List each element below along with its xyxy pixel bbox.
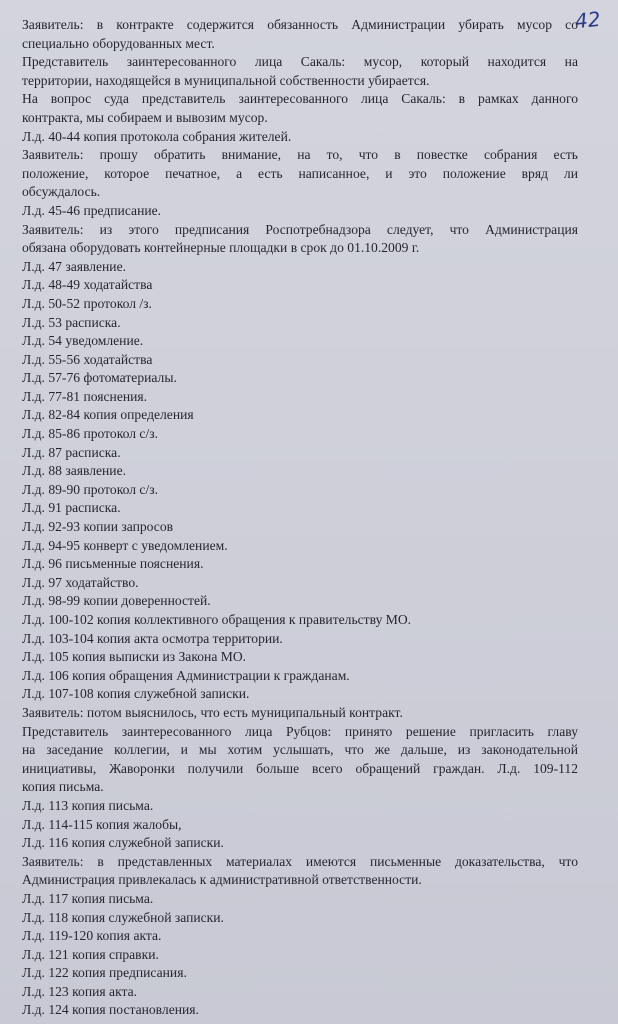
text-line: Л.д. 113 копия письма.: [22, 797, 154, 813]
text-line: Заявитель: в представленных материалах имеются письменные доказательства, что: [22, 853, 578, 869]
text-line: Л.д. 48-49 ходатайства: [22, 277, 153, 293]
text-line: специально оборудованных мест.: [22, 35, 215, 51]
text-line: территории, находящейся в муниципальной собственности убирается.: [22, 72, 430, 88]
text-line: Л.д. 94-95 конверт с уведомлением.: [22, 537, 228, 553]
text-line: Заявитель: в контракте содержится обязанность Администрации убирать мусор со: [22, 17, 578, 32]
text-line: Л.д. 100-102 копия коллективного обращения к правительству МО.: [22, 612, 412, 627]
text-line: копия письма.: [22, 779, 104, 795]
text-line: обязана оборудовать контейнерные площадки в срок до 01.10.2009 г.: [22, 240, 420, 256]
text-line: Л.д. 114-115 копия жалобы,: [22, 816, 182, 832]
text-line: Л.д. 77-81 пояснения.: [22, 388, 148, 404]
text-line: Л.д. 98-99 копии доверенностей.: [22, 593, 211, 609]
text-line: Л.д. 50-52 протокол /з.: [22, 295, 152, 311]
text-line: обсуждалось.: [22, 184, 101, 200]
text-line: Л.д. 47 заявление.: [22, 258, 127, 274]
text-line: Л.д. 105 копия выписки из Закона МО.: [22, 649, 247, 665]
text-line: Л.д. 116 копия служебной записки.: [22, 835, 224, 851]
text-line: Заявитель: из этого предписания Роспотребнадзора следует, что Администрация: [22, 221, 578, 237]
text-line: Л.д. 82-84 копия определения: [22, 407, 194, 423]
text-line: Л.д. 89-90 протокол с/з.: [22, 481, 158, 497]
text-line: Л.д. 117 копия письма.: [22, 890, 154, 906]
text-line: Л.д. 45-46 предписание.: [22, 202, 162, 218]
text-line: Л.д. 96 письменные пояснения.: [22, 556, 204, 572]
text-line: Администрация привлекалась к административной ответственности.: [22, 872, 422, 888]
text-line: Заявитель: потом выяснилось, что есть муниципальный контракт.: [22, 704, 403, 720]
text-line: Л.д. 103-104 копия акта осмотра территории.: [22, 630, 283, 646]
text-line: Л.д. 107-108 копия служебной записки.: [22, 686, 250, 702]
text-line: Л.д. 87 расписка.: [22, 444, 121, 460]
text-line: инициативы, Жаворонки получили больше всего обращений граждан. Л.д. 109-112: [22, 760, 578, 776]
text-line: Л.д. 122 копия предписания.: [22, 965, 187, 981]
text-line: Л.д. 85-86 протокол с/з.: [22, 426, 158, 442]
text-line: Представитель заинтересованного лица Рубцов: принято решение пригласить главу: [22, 723, 578, 739]
text-line: Л.д. 97 ходатайство.: [22, 574, 139, 590]
text-line: Л.д. 121 копия справки.: [22, 946, 159, 962]
text-line: Л.д. 118 копия служебной записки.: [22, 909, 224, 925]
text-line: Л.д. 123 копия акта.: [22, 983, 138, 999]
text-line: положение, которое печатное, а есть написанное, и это положение вряд ли: [22, 165, 578, 181]
text-line: Л.д. 54 уведомление.: [22, 333, 144, 349]
text-line: Л.д. 55-56 ходатайства: [22, 351, 153, 367]
text-line: На вопрос суда представитель заинтересованного лица Сакаль: в рамках данного: [22, 91, 578, 107]
text-line: Заявитель: прошу обратить внимание, на то, что в повестке собрания есть: [22, 147, 578, 163]
text-line: Л.д. 124 копия постановления.: [22, 1002, 199, 1018]
text-line: Л.д. 91 расписка.: [22, 500, 121, 516]
text-line: контракта, мы собираем и вывозим мусор.: [22, 109, 268, 125]
text-line: Л.д. 53 расписка.: [22, 314, 121, 330]
text-line: Л.д. 106 копия обращения Администрации к гражданам.: [22, 667, 350, 683]
text-line: Представитель заинтересованного лица Сакаль: мусор, который находится на: [22, 54, 578, 70]
text-line: Л.д. 119-120 копия акта.: [22, 928, 162, 944]
text-line: Л.д. 40-44 копия протокола собрания жителей.: [22, 128, 292, 144]
handwritten-page-number: 42: [573, 6, 602, 34]
document-text: [22, 16, 578, 1020]
text-line: Л.д. 57-76 фотоматериалы.: [22, 370, 177, 386]
text-line: Л.д. 92-93 копии запросов: [22, 519, 174, 535]
text-line: Л.д. 88 заявление.: [22, 463, 127, 479]
text-line: на заседание коллегии, и мы хотим услышать, что же дальше, из законодательной: [22, 742, 578, 758]
